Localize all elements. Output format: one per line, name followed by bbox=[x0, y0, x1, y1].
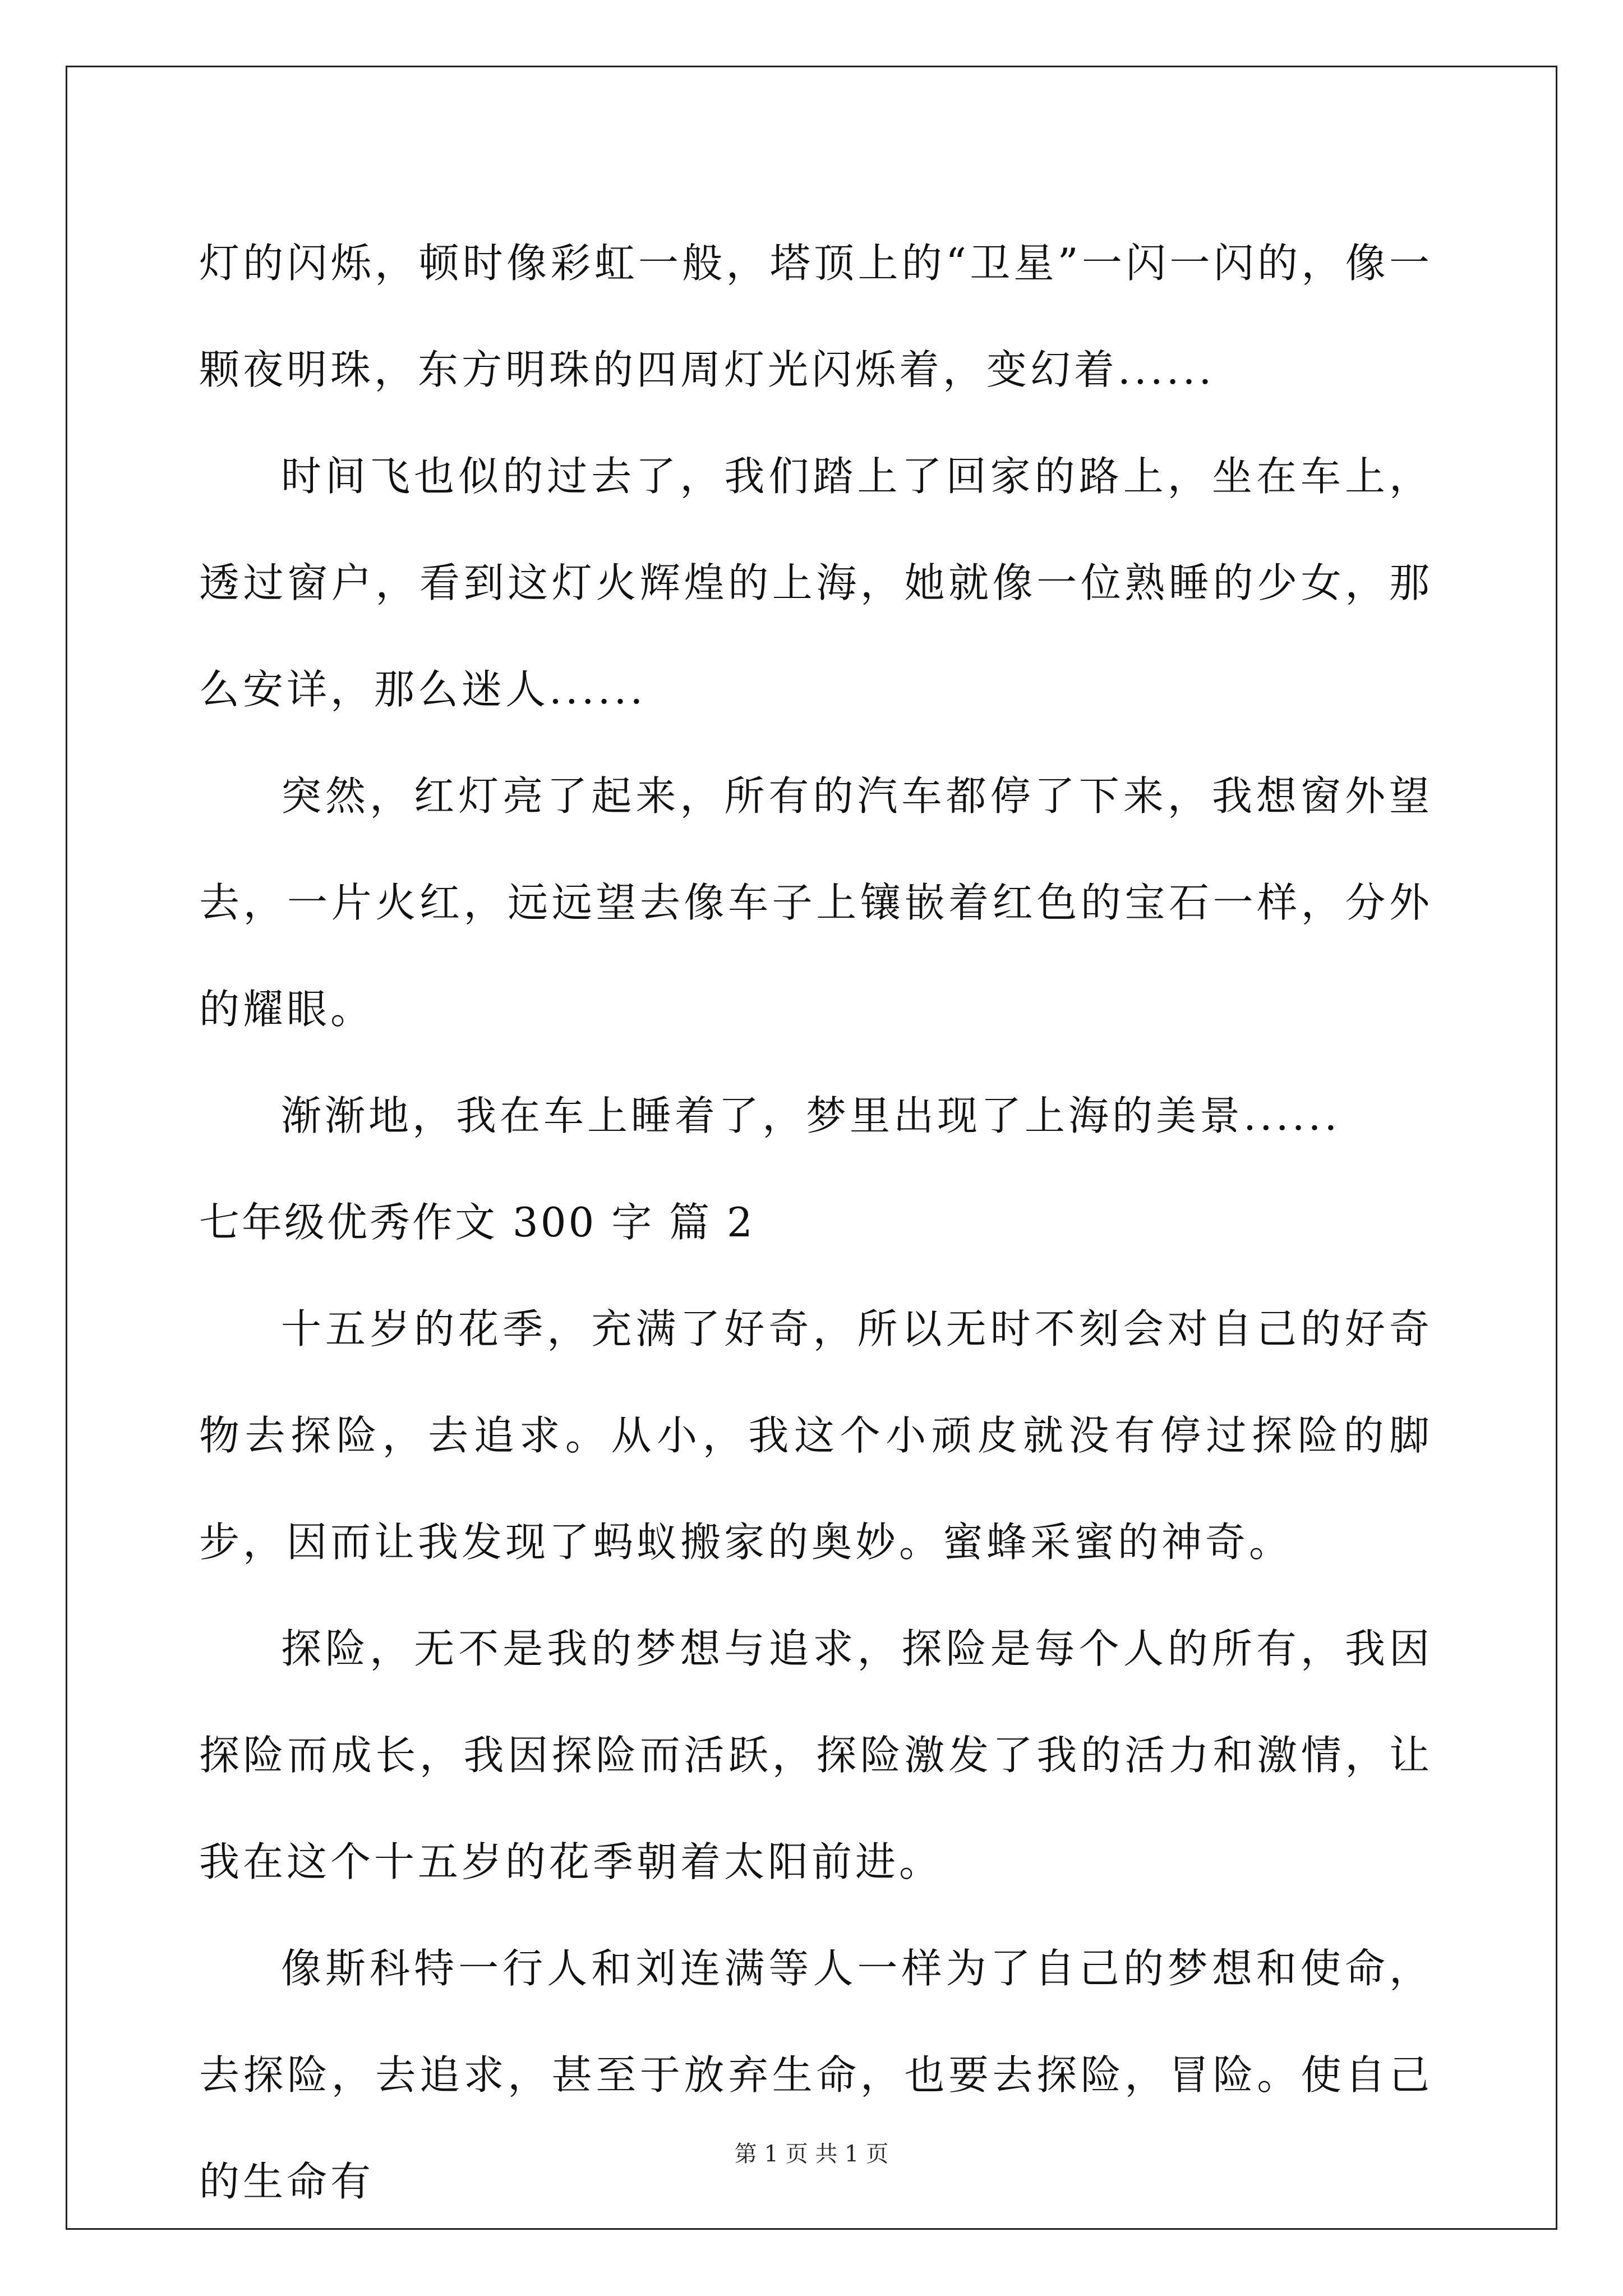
paragraph-2: 时间飞也似的过去了，我们踏上了回家的路上，坐在车上，透过窗户，看到这灯火辉煌的上海，她就像一位熟睡的少女，那么安详，那么迷人...... bbox=[199, 453, 1433, 713]
document-body bbox=[199, 210, 1433, 2235]
paragraph-4: 渐渐地，我在车上睡着了，梦里出现了上海的美景...... bbox=[281, 1092, 1341, 1139]
paragraph-7: 像斯科特一行人和刘连满等人一样为了自己的梦想和使命，去探险，去追求，甚至于放弃生命，也要去探险，冒险。使自己的生命有 bbox=[199, 1945, 1433, 2205]
paragraph-5: 十五岁的花季，充满了好奇，所以无时不刻会对自己的好奇物去探险，去追求。从小，我这个小顽皮就没有停过探险的脚步，因而让我发现了蚂蚁搬家的奥妙。蜜蜂采蜜的神奇。 bbox=[199, 1305, 1433, 1566]
paragraph-1: 灯的闪烁，顿时像彩虹一般，塔顶上的“卫星”一闪一闪的，像一颗夜明珠，东方明珠的四周灯光闪烁着，变幻着...... bbox=[199, 240, 1433, 393]
section-heading: 七年级优秀作文 300 字 篇 2 bbox=[199, 1199, 755, 1246]
page-footer: 第 1 页 共 1 页 bbox=[734, 2141, 889, 2167]
paragraph-3: 突然，红灯亮了起来，所有的汽车都停了下来，我想窗外望去，一片火红，远远望去像车子上镶嵌着红色的宝石一样，分外的耀眼。 bbox=[199, 772, 1433, 1033]
paragraph-6: 探险，无不是我的梦想与追求，探险是每个人的所有，我因探险而成长，我因探险而活跃，探险激发了我的活力和激情，让我在这个十五岁的花季朝着太阳前进。 bbox=[199, 1625, 1433, 1885]
